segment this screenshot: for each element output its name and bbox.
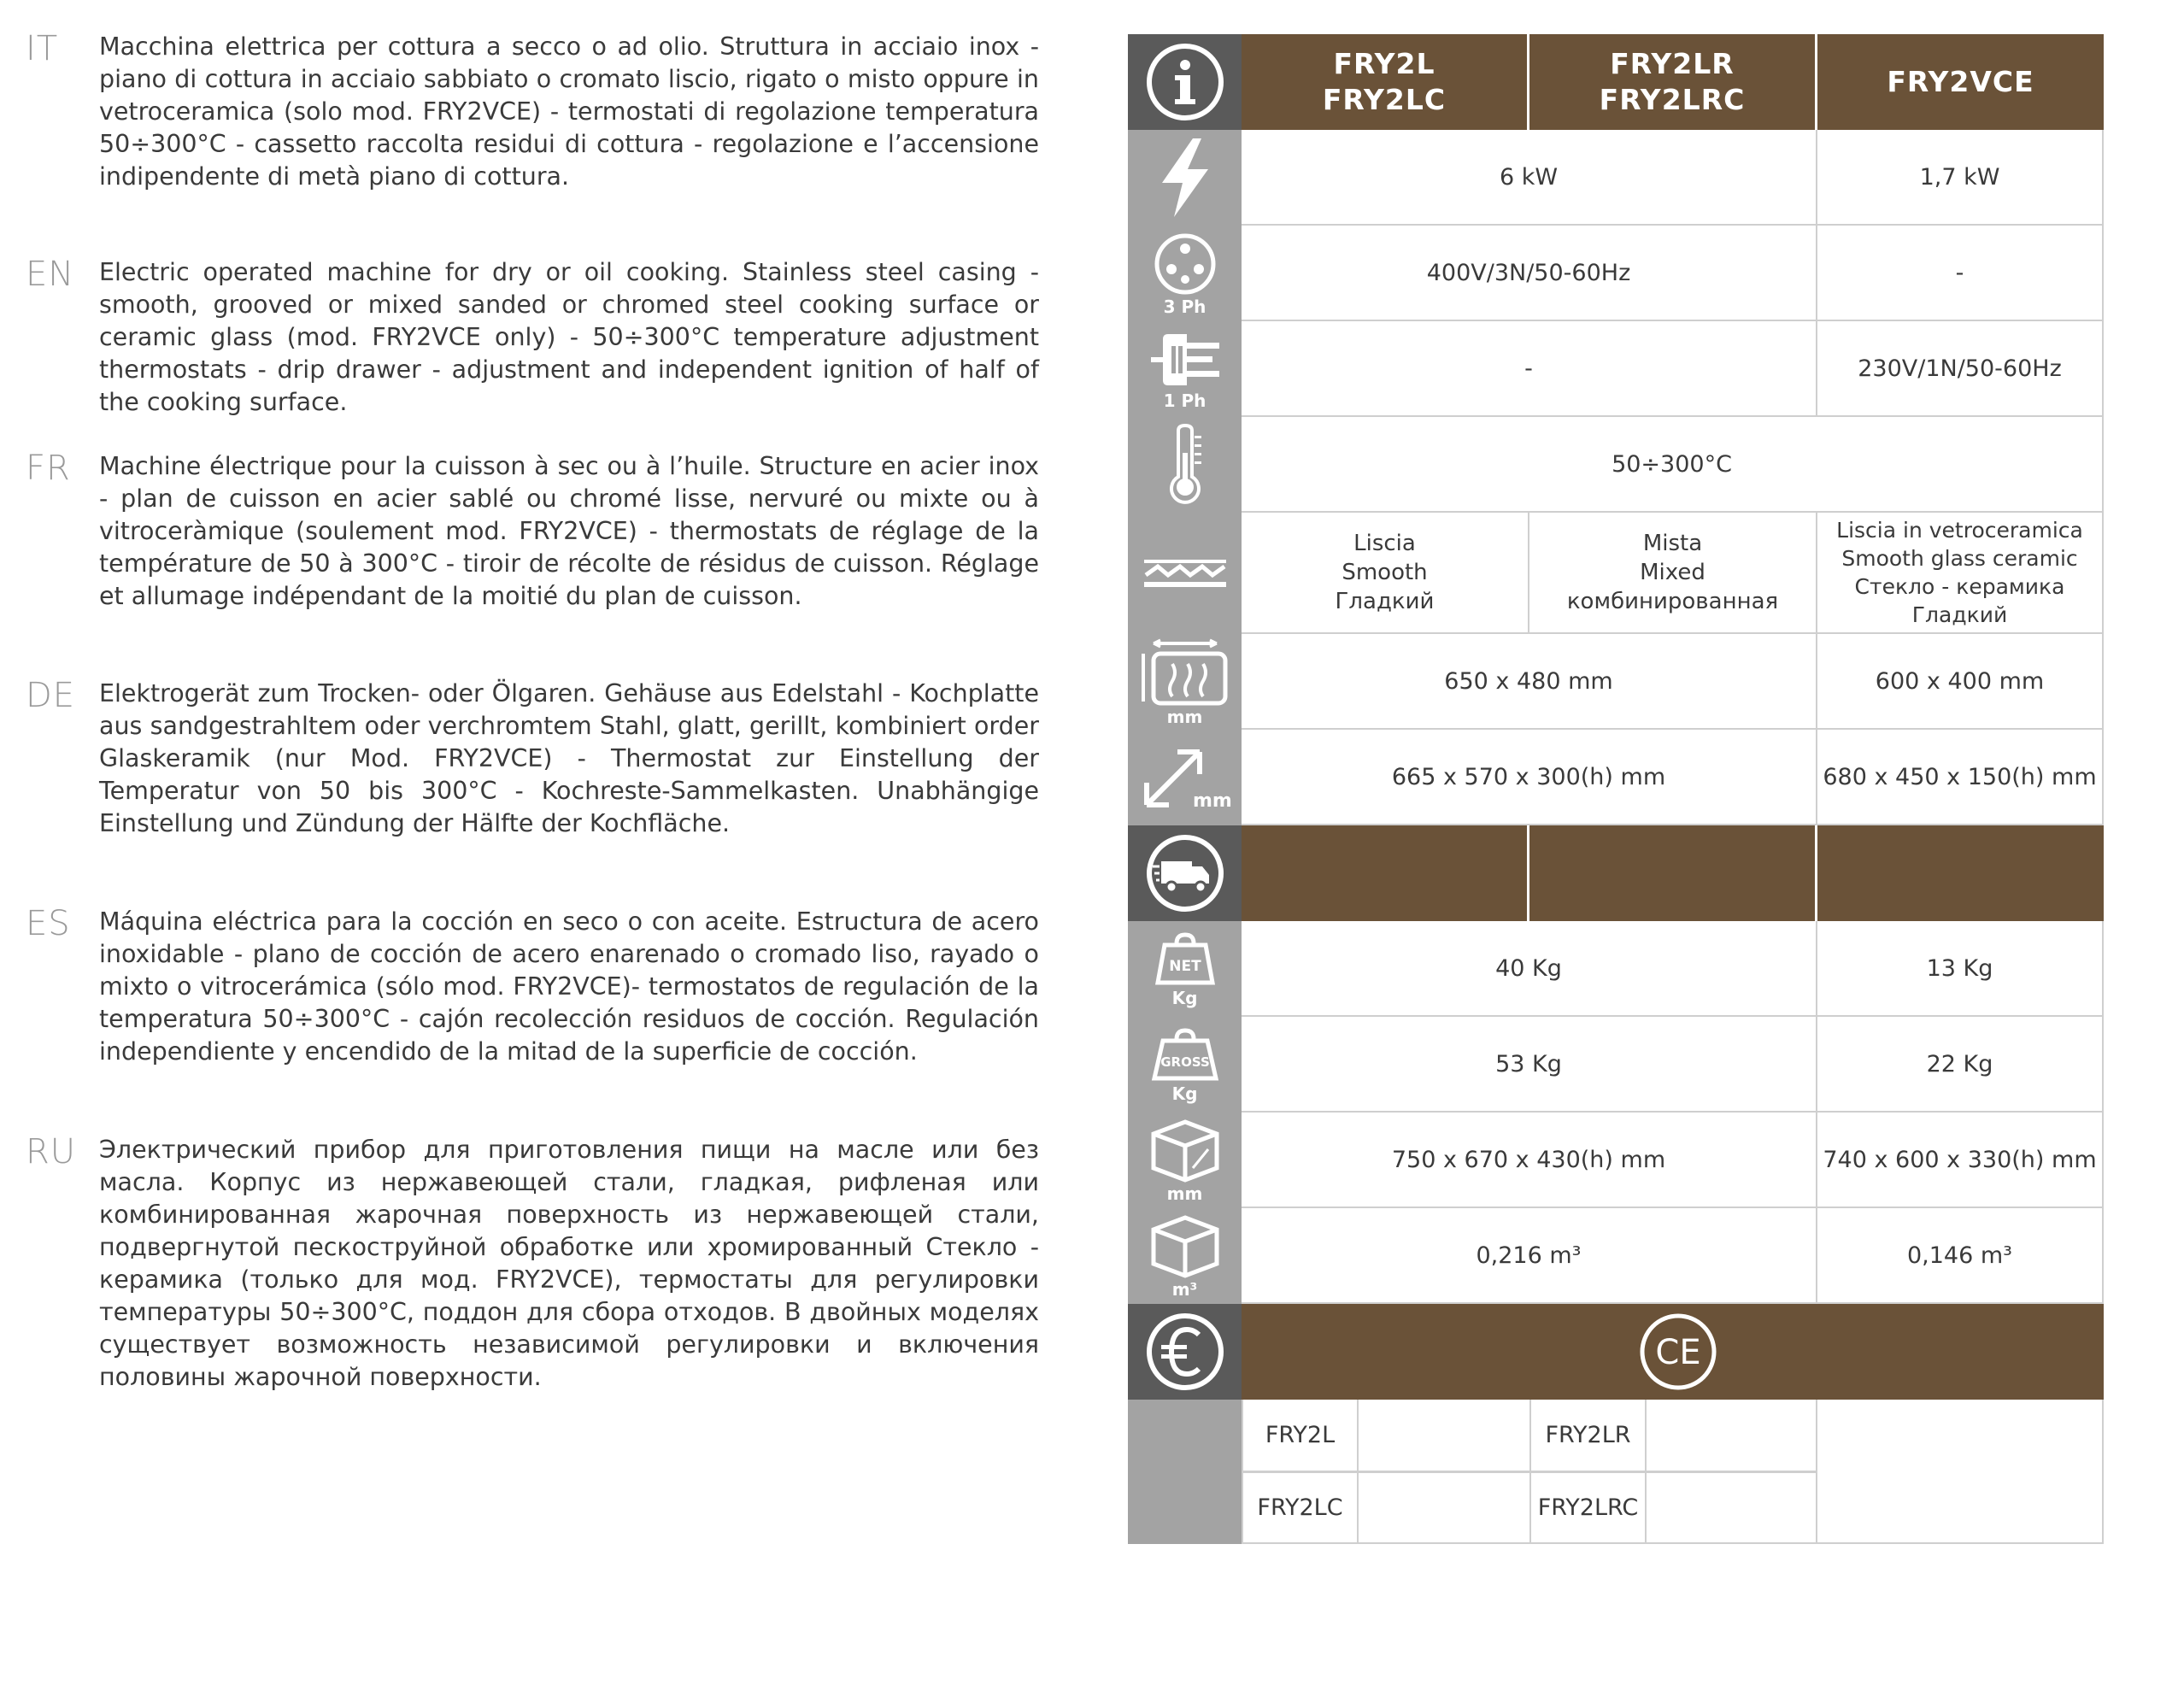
cooking-area-row [1128,634,2104,730]
price-codes-spacer [1128,1400,1242,1544]
description-text: Machine électrique pour la cuisson à sec ou à l’huile. Structure en acier inox - plan de cuisson en acier sablé ou chromé lisse, nervuré ou mixte ou à vitroceràmique (soulement mod. FRY2VCE) - thermostats de réglage de la température de 50 à 300°C - tiroir de récolte de résidus de cuisson. Réglage et allumage indépendant de la moitié du plan de cuisson. [99,452,1039,610]
cooking-area-label: mm [1166,707,1203,727]
description-text: Macchina elettrica per cottura a secco o ad olio. Struttura in acciaio inox - piano di cottura in acciaio sabbiato o cromato liscio, rigato o misto oppure in vetroceramica (solo mod. FRY2VCE) - termostati di regolazione temperatura 50÷300°C - cassetto raccolta residui di cottura - regolazione e l’accensione indipendente di metà piano di cottura. [99,32,1039,191]
lightning-icon [1128,130,1242,226]
shipping-band-cell [1529,825,1817,921]
package-dimensions-value: 740 x 600 x 330(h) mm [1817,1113,2104,1208]
net-weight-row [1128,921,2104,1017]
gross-unit: Kg [1171,1083,1198,1104]
table-header-row [1128,34,2104,130]
dimensions-label: mm [1192,790,1232,812]
description-ru [26,1132,1039,1391]
description-it [26,31,1038,202]
price-code: FRY2LRC [1529,1471,1645,1544]
volume-label: m³ [1171,1279,1198,1300]
dimensions-value: 665 x 570 x 300(h) mm [1242,730,1817,825]
gross-label: GROSS [1160,1054,1210,1070]
gross-weight-icon [1128,1017,1242,1113]
three-phase-row [1128,226,2104,321]
surface-value: Mista Mixed комбинированная [1529,513,1817,634]
description-es [26,906,1038,1077]
shipping-band-cell [1242,825,1529,921]
dimensions-row [1128,730,2104,825]
gross-weight-row [1128,1017,2104,1113]
dimensions-value: 680 x 450 x 150(h) mm [1817,730,2104,825]
volume-value: 0,146 m³ [1817,1208,2104,1304]
price-code-blank [1357,1471,1529,1544]
model-header: FRY2L FRY2LC [1242,34,1529,130]
power-row [1128,130,2104,226]
description-text: Máquina eléctrica para la cocción en seco o con aceite. Estructura de acero inoxidable - plano de cocción de acero enarenado o cromado liso, rayado o mixto o vitrocerámica (sólo mod. FRY2VCE)- termostatos de regulación de la temperatura 50÷300°C - cajón recolección residuos de cocción. Regulación independiente y encendido de la mitad de la superficie de cocción. [99,907,1039,1066]
three-phase-value: - [1817,226,2104,321]
volume-value: 0,216 m³ [1242,1208,1817,1304]
description-fr [26,450,1038,621]
cooking-area-value: 650 x 480 mm [1242,634,1817,730]
package-dimensions-row [1128,1113,2104,1208]
thermometer-icon [1128,417,1242,513]
gross-weight-value: 22 Kg [1817,1017,2104,1113]
price-code-blank [1816,1400,2104,1544]
description-text: Electric operated machine for dry or oil cooking. Stainless steel casing - smooth, grooved or mixed sanded or chromed steel cooking surface or ceramic glass (mod. FRY2VCE only) - 50÷300°C temperature adjustment thermostats - drip drawer - adjustment and independent ignition of half of the cooking surface. [99,258,1039,416]
description-en [26,255,1039,416]
lang-code: ES [26,904,71,943]
single-phase-label: 1 Ph [1163,390,1206,411]
surface-value: Liscia in vetroceramica Smooth glass ceramic Стекло - керамика Гладкий [1817,513,2104,634]
net-weight-value: 13 Kg [1817,921,2104,1017]
surface-value: Liscia Smooth Гладкий [1242,513,1529,634]
three-phase-value: 400V/3N/50-60Hz [1242,226,1817,321]
info-icon [1128,34,1242,130]
delivery-truck-icon [1128,825,1242,921]
ce-band [1242,1304,2104,1400]
description-de [26,678,1038,848]
volume-box-icon [1128,1208,1242,1304]
cooking-area-value: 600 x 400 mm [1817,634,2104,730]
temperature-row [1128,417,2104,513]
description-text: Elektrogerät zum Trocken- oder Ölgaren. Gehäuse aus Edelstahl - Kochplatte aus sandgestrahltem oder verchromtem Stahl, glatt, gerillt, kombiniert order Glaskeramik (nur Mod. FRY2VCE) - Thermostat zur Einstellung der Temperatur von 50 bis 300°C - Kochreste-Sammelkasten. Unabhängige Einstellung und Zündung der Hälfte der Kochfläche. [99,679,1039,837]
price-code-blank [1357,1400,1529,1472]
surface-row [1128,513,2104,634]
lang-code: EN [26,255,75,294]
cooking-area-icon [1128,634,1242,730]
package-dimensions-value: 750 x 670 x 430(h) mm [1242,1113,1817,1208]
price-codes-row [1128,1400,2104,1544]
power-value: 1,7 kW [1817,130,2104,226]
description-text: Электрический прибор для приготовления пищи на масле или без масла. Корпус из нержавеющей стали, гладкая, рифленая или комбинированная жарочная поверхность из нержавеющей стали, подвергнутой пескоструйной обработке или хромированный Стекло - керамика (только для мод. FRY2VCE), термостаты для регулировки температуры 50÷300°C, поддон для сбора отходов. В двойных моделях существует возможность независимой регулировки и включения половины жарочной поверхности. [99,1136,1039,1391]
plug-icon [1128,321,1242,417]
price-code: FRY2LC [1242,1471,1357,1544]
single-phase-value: - [1242,321,1817,417]
spec-table [1128,34,2104,1544]
single-phase-row [1128,321,2104,417]
lang-code: DE [26,676,76,715]
dimensions-arrow-icon [1128,730,1242,825]
lang-code: IT [26,29,59,68]
shipping-band-cell [1817,825,2104,921]
net-unit: Kg [1171,988,1198,1008]
ce-mark-icon [1639,1312,1717,1391]
power-value: 6 kW [1242,130,1817,226]
net-weight-icon [1128,921,1242,1017]
three-phase-socket-icon [1128,226,1242,321]
shipping-header-row [1128,825,2104,921]
price-code: FRY2LR [1529,1400,1645,1472]
single-phase-value: 230V/1N/50-60Hz [1817,321,2104,417]
ce-mark-text: CE [1655,1333,1701,1372]
price-header-row [1128,1304,2104,1400]
gross-weight-value: 53 Kg [1242,1017,1817,1113]
euro-icon [1128,1304,1242,1400]
price-code-blank [1645,1471,1817,1544]
package-label: mm [1166,1183,1203,1204]
cooking-surface-icon [1128,513,1242,634]
model-header: FRY2LR FRY2LRC [1529,34,1817,130]
three-phase-label: 3 Ph [1163,296,1206,317]
volume-row [1128,1208,2104,1304]
lang-code: FR [26,449,71,488]
net-label: NET [1168,958,1201,975]
temperature-value: 50÷300°C [1242,417,2104,513]
lang-code: RU [26,1132,77,1171]
model-header: FRY2VCE [1817,34,2104,130]
package-box-icon [1128,1113,1242,1208]
price-code: FRY2L [1242,1400,1357,1472]
price-code-blank [1645,1400,1817,1472]
net-weight-value: 40 Kg [1242,921,1817,1017]
